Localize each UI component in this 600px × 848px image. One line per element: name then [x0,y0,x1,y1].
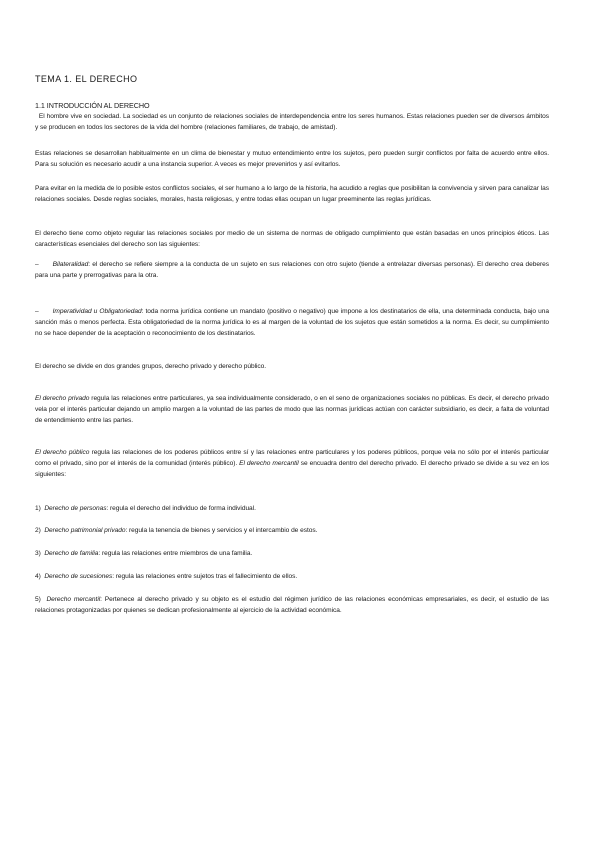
list-item [35,571,549,582]
list-number: 1) [35,505,41,512]
private-law-term: El derecho privado [35,395,90,402]
mercantile-law-text: se encuadra dentro del derecho privado. El derecho privado se divide a su vez en los siguientes: [35,460,550,478]
list-term: Derecho de familia [44,550,99,557]
list-item [35,594,549,616]
list-number: 2) [35,527,41,534]
list-term: Derecho patrimonial privado [44,527,126,534]
paragraph-law-object: El derecho tiene como objeto regular las relaciones sociales por medio de un sistema de normas de obligado cumplimiento que están basadas en unos principios éticos. Las características esenciales del derecho son las siguientes: [35,230,549,248]
public-law-term: El derecho público [35,449,90,456]
list-item [35,503,549,514]
list-number: 4) [35,573,41,580]
list-text: : regula el derecho del individuo de forma individual. [106,505,256,512]
page-title: TEMA 1. EL DERECHO [35,74,138,84]
intro-paragraph [35,113,549,131]
list-text: : regula las relaciones entre sujetos tras el fallecimiento de ellos. [112,573,298,580]
list-item [35,525,549,536]
private-law-text: regula las relaciones entre particulares, ya sea individualmente considerado, o en el seno de organizaciones sociales no públicas. Es decir, el derecho privado vela por el interés particular dejando un amplio margen a la voluntad de las partes de modo que las normas jurídicas actúan con carácter subsidiario, es decir, a falta de voluntad de entendimiento entre las partes. [35,395,549,424]
bullet-text: : toda norma jurídica contiene un mandato (positivo o negativo) que impone a los destinatarios de ella, una determinada conducta, bajo una sanción más o menos perfecta. Esta obligatoriedad de la norma jurídica lo es al margen de la voluntad de los sujetos que están sometidos a la norma. Es decir, su cumplimiento no se hace depender de la aceptación o reconocimiento de los destinatarios. [35,308,549,337]
list-number: 5) [35,596,41,603]
bullet-dash: – [35,261,39,268]
paragraph-public-law [35,447,549,480]
bullet-bilateralidad [35,259,549,281]
bullet-dash: – [35,308,39,315]
paragraph-division: El derecho se divide en dos grandes grupos, derecho privado y derecho público. [35,363,267,370]
list-text: : Pertenece al derecho privado y su objeto es el estudio del régimen jurídico de las relaciones económicas empresariales, es decir, el estudio de las relaciones protagonizadas por quienes se dedican profesionalmente al ejercicio de la actividad económica. [35,596,549,614]
bullet-imperatividad [35,306,549,339]
mercantile-law-term: El derecho mercantil [239,460,299,467]
public-law-text: regula las relaciones de los poderes públicos entre sí y las relaciones entre particulares y los poderes públicos, porque vela no sólo por el interés particular como el privado, sino por el interés de la comunidad (interés público). [35,449,549,467]
paragraph-private-law [35,393,549,426]
intro-text: El hombre vive en sociedad. La sociedad es un conjunto de relaciones sociales de interdependencia entre los seres humanos. Estas relaciones pueden ser de diversos ámbitos y se producen en todos los sectores de la vida del hombre (relaciones familiares, de trabajo, de amistad). [35,113,549,131]
paragraph-rules: Para evitar en la medida de lo posible estos conflictos sociales, el ser humano a lo largo de la historia, ha acudido a reglas que posibilitan la convivencia y sirven para canalizar las relaciones sociales. Desde reglas sociales, morales, hasta religiosas, y entre todas ellas ocupan un lugar preeminente las reglas jurídicas. [35,185,549,203]
list-item [35,548,549,559]
bullet-term: Imperatividad u Obligatoriedad [52,308,142,315]
list-term: Derecho mercantil [46,596,101,603]
bullet-term: Bilateralidad [52,261,89,268]
list-term: Derecho de personas [44,505,107,512]
section-heading: 1.1 INTRODUCCIÓN AL DERECHO [35,101,150,110]
list-term: Derecho de sucesiones [44,573,113,580]
list-text: : regula la tenencia de bienes y servicios y el intercambio de estos. [125,527,318,534]
intro-section [35,101,549,133]
list-number: 3) [35,550,41,557]
paragraph-conflicts: Estas relaciones se desarrollan habitualmente en un clima de bienestar y mutuo entendimiento entre los sujetos, pero pueden surgir conflictos por falta de acuerdo entre ellos. Para su solución es necesario acudir a una instancia superior. A veces es mejor prevenirlos y así evitarlos. [35,150,549,168]
list-text: : regula las relaciones entre miembros de una familia. [98,550,253,557]
bullet-text: : el derecho se refiere siempre a la conducta de un sujeto en sus relaciones con otro sujeto (tiende a entrelazar diversas personas). El derecho crea deberes para una parte y prerrogativas para la otra. [35,261,549,279]
